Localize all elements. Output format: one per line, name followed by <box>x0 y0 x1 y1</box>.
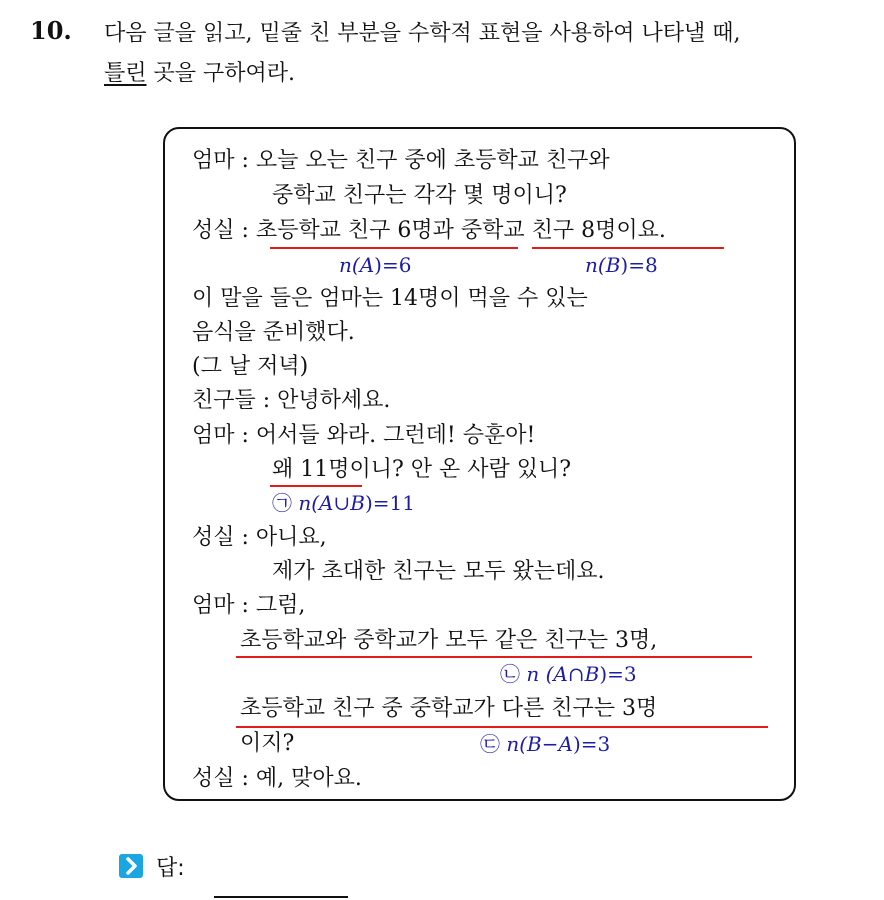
dialogue-line: 엄마 : 어서들 와라. 그런데! 승훈아! <box>192 423 536 448</box>
math-label: ㉡ <box>500 662 520 686</box>
dialogue-line: 음식을 준비했다. <box>192 320 355 345</box>
answer-label: 답: <box>156 856 185 881</box>
math-fn: n ( <box>526 662 554 686</box>
math-set: B−A <box>527 732 573 756</box>
chevron-right-icon <box>119 854 143 878</box>
dialogue-line: 이 말을 들은 엄마는 14명이 먹을 수 있는 <box>192 286 588 311</box>
dialogue-line: (그 날 저녁) <box>192 354 309 379</box>
math-val: )=6 <box>374 253 412 277</box>
math-nB <box>585 253 658 277</box>
question-text-rest: 곳을 구하여라. <box>146 61 296 86</box>
math-m2 <box>500 662 637 686</box>
math-m3 <box>480 732 610 756</box>
dialogue-line: 성실 : 초등학교 친구 6명과 중학교 친구 8명이요. <box>192 218 666 243</box>
math-fn: n( <box>298 491 320 515</box>
math-set: A∩B <box>553 662 600 686</box>
dialogue-line: 엄마 : 그럼, <box>192 593 306 618</box>
math-set: A <box>359 253 375 277</box>
math-val: )=11 <box>364 491 415 515</box>
dialogue-line: 성실 : 예, 맞아요. <box>192 766 362 791</box>
dialogue-line: 친구들 : 안녕하세요. <box>192 388 391 413</box>
underline-diff <box>236 726 768 728</box>
dialogue-line: 왜 11명이니? 안 온 사람 있니? <box>272 457 572 482</box>
math-val: )=3 <box>572 732 611 756</box>
dialogue-line: 초등학교와 중학교가 모두 같은 친구는 3명, <box>240 628 658 653</box>
math-fn: n( <box>339 253 360 277</box>
dialogue-line: 성실 : 아니요, <box>192 525 327 550</box>
underline-elementary <box>270 247 518 249</box>
answer-blank[interactable] <box>214 896 348 898</box>
dialogue-line: 중학교 친구는 각각 몇 명이니? <box>272 183 567 208</box>
underline-middle <box>532 247 724 249</box>
math-fn: n( <box>506 732 528 756</box>
dialogue-line: 이지? <box>240 731 295 756</box>
question-text-2 <box>104 56 295 87</box>
math-label: ㉢ <box>480 732 500 756</box>
question-underlined-word: 틀린 <box>104 61 147 86</box>
dialogue-line: 초등학교 친구 중 중학교가 다른 친구는 3명 <box>240 696 658 721</box>
math-set: B <box>605 253 621 277</box>
underline-11 <box>270 485 362 487</box>
math-m1 <box>272 491 415 515</box>
math-fn: n( <box>585 253 606 277</box>
question-number: 10. <box>30 16 72 45</box>
math-label: ㉠ <box>272 491 292 515</box>
question-text: 다음 글을 읽고, 밑줄 친 부분을 수학적 표현을 사용하여 나타낼 때, <box>104 21 741 46</box>
math-set: A∪B <box>319 491 365 515</box>
math-val: )=8 <box>620 253 658 277</box>
math-nA <box>339 253 411 277</box>
underline-both <box>236 656 752 658</box>
dialogue-line: 엄마 : 오늘 오는 친구 중에 초등학교 친구와 <box>192 148 610 173</box>
math-val: )=3 <box>599 662 637 686</box>
dialogue-line: 제가 초대한 친구는 모두 왔는데요. <box>272 559 605 584</box>
